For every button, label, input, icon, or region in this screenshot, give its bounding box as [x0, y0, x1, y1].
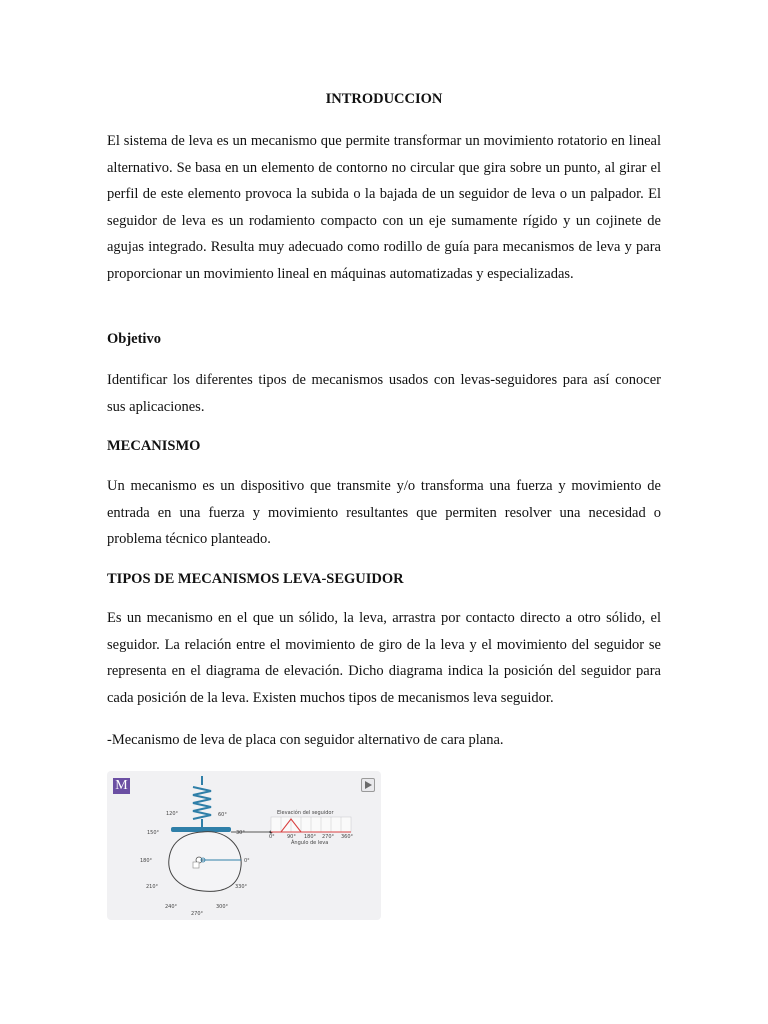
- follower-plate: [171, 827, 231, 832]
- chart-tick-90: 90°: [287, 834, 296, 840]
- angle-270: 270°: [191, 911, 204, 917]
- angle-60: 60°: [218, 812, 227, 818]
- mecanismo-paragraph: Un mecanismo es un dispositivo que transmite y/o transforma una fuerza y movimiento de entrada en una fuerza y movimiento resultantes que permiten resolver una necesidad o problema técnico planteado.: [107, 478, 661, 548]
- cam-diagram: [107, 771, 381, 920]
- angle-150: 150°: [147, 830, 160, 836]
- angle-240: 240°: [165, 904, 178, 910]
- chart-tick-360: 360°: [341, 834, 354, 840]
- chart-tick-180: 180°: [304, 834, 317, 840]
- angle-210: 210°: [146, 884, 159, 890]
- elevation-chart: [269, 809, 354, 846]
- m-logo-icon: M: [113, 778, 130, 794]
- chart-xlabel: Ángulo de leva: [291, 840, 329, 846]
- angle-30: 30°: [236, 830, 245, 836]
- chart-title: Elevación del seguidor: [277, 810, 334, 816]
- angle-0: 0°: [244, 858, 250, 864]
- play-icon: [365, 781, 372, 789]
- chart-tick-0: 0°: [269, 834, 275, 840]
- intro-paragraph: El sistema de leva es un mecanismo que permite transformar un movimiento rotatorio en lineal alternativo. Se basa en un elemento de contorno no circular que gira sobre un punto, al girar el perfil de este elemento provoca la subida o la bajada de un seguidor de leva o un palpador. El seguidor de leva es un rodamiento compacto con un eje sumamente rígido y un cojinete de agujas integrado. Resulta muy adecuado como rodillo de guía para mecanismos de leva y para proporcionar un movimiento lineal en máquinas automatizadas y especializadas.: [107, 133, 661, 282]
- cam-profile: [169, 832, 241, 892]
- spring-icon: [193, 776, 211, 827]
- tipos-paragraph: Es un mecanismo en el que un sólido, la leva, arrastra por contacto directo a otro sólido, el seguidor. La relación entre el movimiento de giro de la leva y el movimiento del seguidor se representa en el diagrama de elevación. Dicho diagrama indica la posición del seguidor para cada posición de la leva. Existen muchos tipos de mecanismos leva seguidor.: [107, 610, 661, 706]
- page-title: INTRODUCCION: [325, 91, 443, 107]
- cam-follower-figure: [107, 771, 381, 920]
- mecanismo-heading: MECANISMO: [107, 438, 201, 454]
- tipos-heading: TIPOS DE MECANISMOS LEVA-SEGUIDOR: [107, 571, 404, 587]
- objetivo-heading: Objetivo: [107, 331, 161, 347]
- chart-tick-270: 270°: [322, 834, 335, 840]
- objetivo-paragraph: Identificar los diferentes tipos de mecanismos usados con levas-seguidores para así conocer sus aplicaciones.: [107, 372, 661, 415]
- angle-300: 300°: [216, 904, 229, 910]
- play-button[interactable]: [361, 778, 375, 792]
- angle-330: 330°: [235, 884, 248, 890]
- subtipo-line: -Mecanismo de leva de placa con seguidor alternativo de cara plana.: [107, 732, 504, 748]
- angle-120: 120°: [166, 811, 179, 817]
- angle-180: 180°: [140, 858, 153, 864]
